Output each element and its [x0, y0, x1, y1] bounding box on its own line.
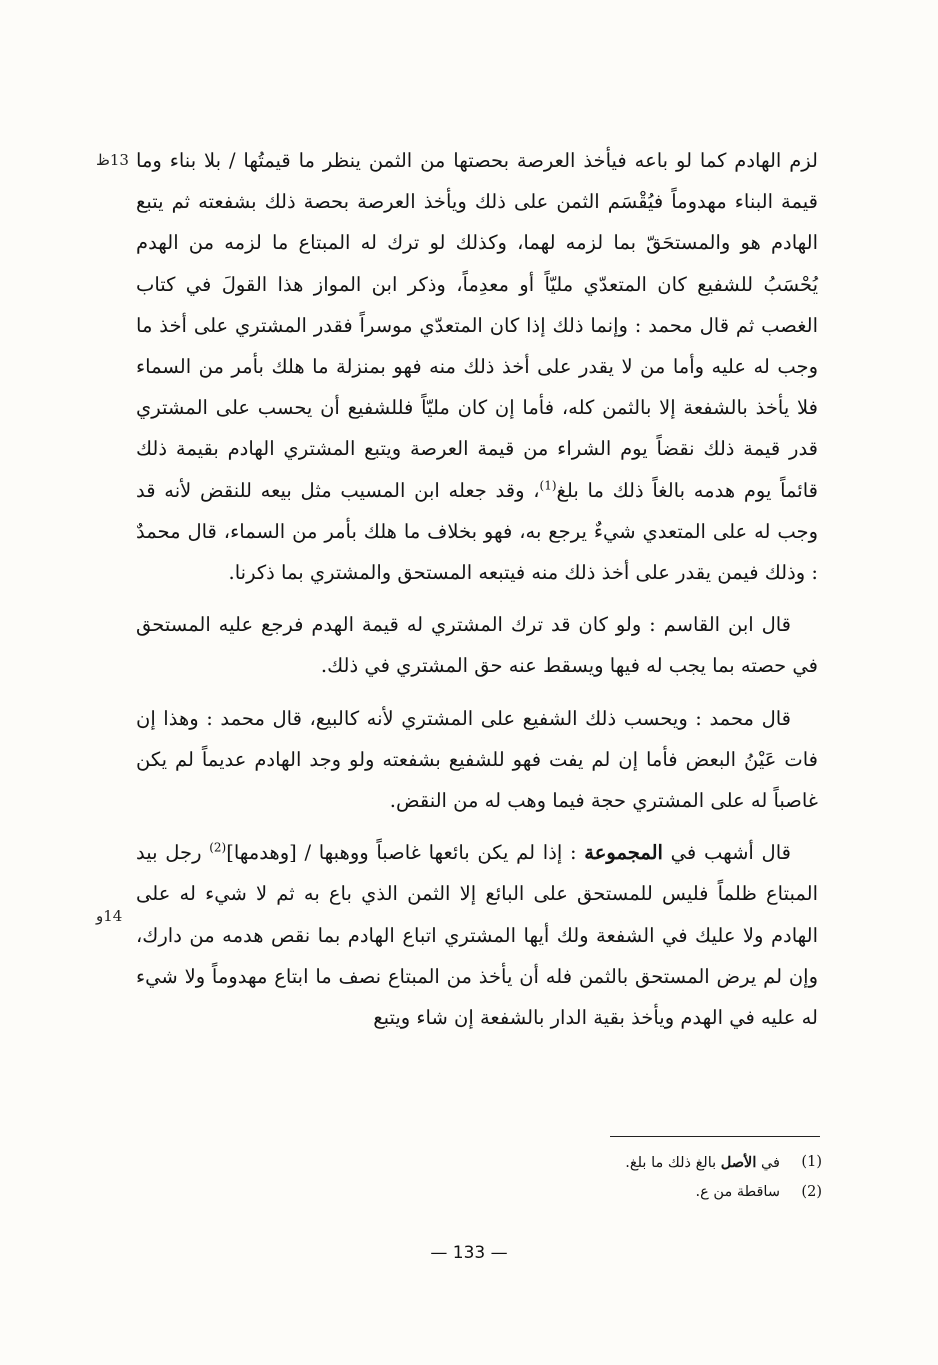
- book-title-majmua: المجموعة: [584, 841, 663, 865]
- footnote-ref-1: (1): [539, 478, 557, 493]
- paragraph-3: قال محمد : ويحسب ذلك الشفيع على المشتري لأنه كالبيع، قال محمد : وهذا إن فات عَيْنُ البعض فأما إن لم يفت فهو للشفيع بشفعته ولو وجد الهادم عديماً لم يكن غاصباً له على المشتري حجة فيما وهب له من النقض.: [136, 706, 818, 813]
- paragraph-1: [136, 140, 818, 593]
- footnote-2-number: (2): [801, 1184, 822, 1200]
- footnote-2-text: ساقطة من ع.: [695, 1184, 780, 1200]
- paragraph-4-continuation: رجل بيد المبتاع ظلماً فليس للمستحق على البائع إلا الثمن الذي باع به ثم لا شيء له على الهادم ولا عليك في الشفعة ولك أيها المشتري اتباع الهادم بما نقص هدمه من دارك، وإن لم يرض المستحق بالثمن فله أن يأخذ من المبتاع نصف ما ابتاع مهدوماً ولا شيء له عليه في الهدم ويأخذ بقية الدار بالشفعة إن شاء ويتبع: [136, 841, 818, 1030]
- footnote-2: [560, 1178, 822, 1207]
- footnote-1-prefix: في: [756, 1155, 780, 1171]
- footnote-ref-2: (2): [209, 840, 227, 855]
- footnote-1: [560, 1148, 822, 1178]
- footnote-1-source: الأصل: [720, 1154, 757, 1171]
- footnotes: [560, 1148, 822, 1207]
- margin-note-folio-14: 14و: [96, 907, 123, 925]
- paragraph-4-lead: قال أشهب في: [662, 841, 791, 865]
- paragraph-1-continuation: ، وقد جعله ابن المسيب مثل بيعه للنقض لأنه قد وجب له على المتعدي شيءٌ يرجع به، فهو بخلاف ما هلك بأمر من السماء، قال محمدٌ : وذلك فيمن يقدر على أخذ ذلك منه فيتبعه المستحق والمشتري بما ذكرنا.: [136, 478, 818, 585]
- footnote-separator: [610, 1136, 820, 1137]
- paragraph-4-text: : إذا لم يكن بائعها غاصباً ووهبها / [وهدمها]: [226, 841, 585, 865]
- footnote-1-body: بالغ ذلك ما بلغ.: [625, 1155, 721, 1171]
- main-text: [136, 140, 818, 1038]
- footnote-1-text: [560, 1148, 780, 1178]
- page-number: — 133 —: [430, 1243, 508, 1263]
- margin-note-folio-13: 13ظ: [96, 151, 129, 169]
- paragraph-2: قال ابن القاسم : ولو كان قد ترك المشتري له قيمة الهدم فرجع عليه المستحق في حصته بما يجب له فيها ويسقط عنه حق المشتري في ذلك.: [136, 613, 818, 678]
- paragraph-1-text: لزم الهادم كما لو باعه فيأخذ العرصة بحصتها من الثمن ينظر ما قيمتُها / بلا بناء وما قيمة البناء مهدوماً فيُقْسَم الثمن على ذلك ويأخذ العرصة بحصة ذلك بشفعته ثم يتبع الهادم هو والمستحَقّ بما لزمه لهما، وكذلك لو ترك له المبتاع ما لزمه من الهدم يُحْسَبُ للشفيع كان المتعدّي مليّاً أو معدِماً، وذكر ابن المواز هذا القولَ في كتاب الغصب ثم قال محمد : وإنما ذلك إذا كان المتعدّي موسراً فقدر المشتري على أخذ ما وجب له عليه وأما من لا يقدر على أخذ ذلك منه فهو بمنزلة ما هلك بأمر من السماء فلا يأخذ بالشفعة إلا بالثمن كله، فأما إن كان مليّاً فللشفيع أن يحسب على المشتري قدر قيمة ذلك نقضاً يوم الشراء من قيمة العرصة ويتبع المشتري الهادم بقيمة ذلك قائماً يوم هدمه بالغاً ذلك ما بلغ: [136, 149, 818, 502]
- footnote-1-number: (1): [801, 1154, 822, 1170]
- paragraph-4: [136, 832, 818, 1038]
